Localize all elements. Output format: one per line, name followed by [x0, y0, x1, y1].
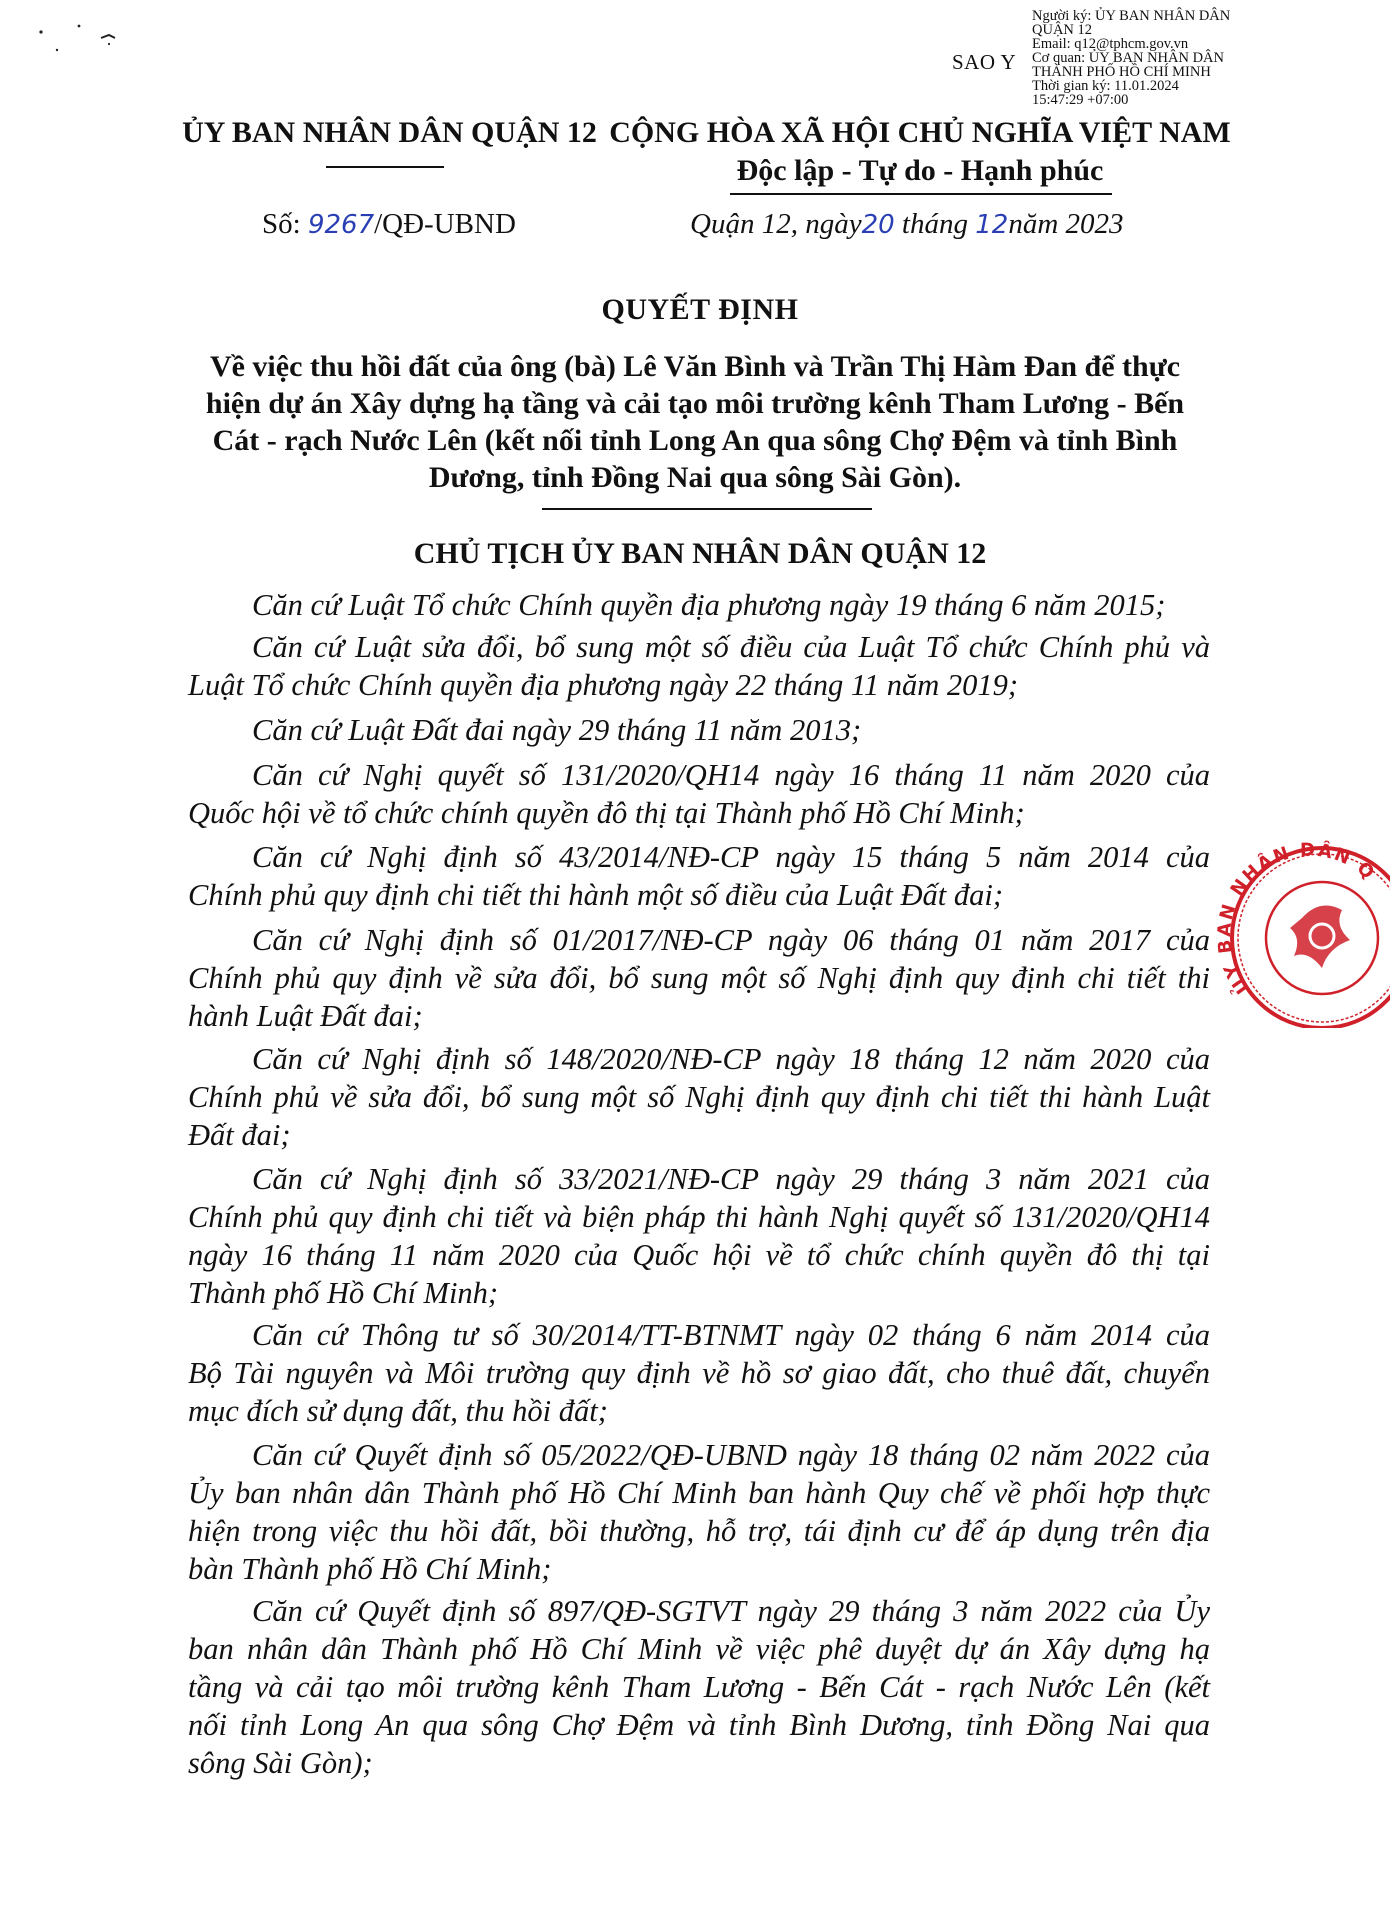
basis-line: Căn cứ Nghị định số 01/2017/NĐ-CP ngày 06 tháng 01 năm 2017 của	[252, 923, 1210, 957]
basis-line: hiện trong việc thu hồi đất, bồi thường, hỗ trợ, tái định cư để áp dụng trên địa	[188, 1514, 1210, 1548]
document-number-suffix: /QĐ-UBND	[374, 208, 516, 240]
document-title: QUYẾT ĐỊNH	[601, 293, 799, 326]
basis-line: Thành phố Hồ Chí Minh;	[188, 1276, 499, 1310]
subject-line: Cát - rạch Nước Lên (kết nối tỉnh Long An qua sông Chợ Đệm và tỉnh Bình	[212, 424, 1178, 457]
document-number-prefix: Số:	[262, 208, 308, 240]
document-number-handwritten: 9267	[307, 210, 375, 240]
basis-line: ban nhân dân Thành phố Hồ Chí Minh về việc phê duyệt dự án Xây dựng hạ	[188, 1632, 1210, 1666]
date-month-label: tháng	[894, 208, 976, 240]
subject-underline	[542, 508, 872, 510]
basis-line: Chính phủ quy định chi tiết thi hành một số điều của Luật Đất đai;	[188, 878, 1003, 912]
subject-line: Dương, tỉnh Đồng Nai qua sông Sài Gòn).	[428, 461, 962, 494]
basis-line: Đất đai;	[188, 1118, 291, 1152]
date-day-handwritten: 20	[861, 210, 895, 240]
date-place: Quận 12, ngày	[690, 208, 862, 240]
basis-line: Căn cứ Nghị định số 33/2021/NĐ-CP ngày 29 tháng 3 năm 2021 của	[252, 1162, 1210, 1196]
basis-line: mục đích sử dụng đất, thu hồi đất;	[188, 1394, 608, 1428]
signature-line: QUẬN 12	[1032, 22, 1093, 38]
seal-text: ỦY BAN NHÂN DÂN Q	[1213, 839, 1380, 998]
date-year: năm 2023	[1008, 208, 1124, 240]
signature-line: 15:47:29 +07:00	[1032, 92, 1129, 108]
basis-line: Căn cứ Nghị định số 43/2014/NĐ-CP ngày 15 tháng 5 năm 2014 của	[252, 840, 1210, 874]
signature-line: THÀNH PHỐ HỒ CHÍ MINH	[1032, 64, 1211, 80]
basis-line: sông Sài Gòn);	[188, 1746, 373, 1780]
basis-line: Chính phủ quy định về sửa đổi, bổ sung một số Nghị định quy định chi tiết thi	[188, 961, 1210, 995]
basis-line: ngày 16 tháng 11 năm 2020 của Quốc hội về tổ chức chính quyền đô thị tại	[188, 1238, 1210, 1272]
basis-line: hành Luật Đất đai;	[188, 999, 423, 1033]
basis-line: tầng và cải tạo môi trường kênh Tham Lương - Bến Cát - rạch Nước Lên (kết	[188, 1670, 1210, 1704]
basis-line: Chính phủ quy định chi tiết và biện pháp thi hành Nghị quyết số 131/2020/QH14	[188, 1200, 1210, 1234]
motto-underline	[730, 193, 1112, 195]
scan-speck-marks	[35, 20, 135, 60]
basis-line: Căn cứ Nghị quyết số 131/2020/QH14 ngày 16 tháng 11 năm 2020 của	[252, 758, 1210, 792]
issuer-name: ỦY BAN NHÂN DÂN QUẬN 12	[182, 116, 597, 149]
basis-line: Căn cứ Luật Tổ chức Chính quyền địa phương ngày 19 tháng 6 năm 2015;	[252, 588, 1166, 622]
basis-line: Căn cứ Quyết định số 897/QĐ-SGTVT ngày 29 tháng 3 năm 2022 của Ủy	[252, 1594, 1210, 1628]
subject-line: Về việc thu hồi đất của ông (bà) Lê Văn Bình và Trần Thị Hàm Đan để thực	[209, 350, 1181, 383]
basis-line: Luật Tổ chức Chính quyền địa phương ngày 22 tháng 11 năm 2019;	[188, 668, 1019, 702]
date-month-handwritten: 12	[975, 210, 1009, 240]
official-seal-stamp	[1210, 838, 1390, 1028]
issue-date	[690, 208, 1124, 241]
basis-line: Căn cứ Nghị định số 148/2020/NĐ-CP ngày 18 tháng 12 năm 2020 của	[252, 1042, 1210, 1076]
nation-motto: Độc lập - Tự do - Hạnh phúc	[736, 154, 1104, 187]
document-number	[262, 208, 516, 241]
copy-mark: SAO Y	[952, 50, 1017, 74]
basis-line: Chính phủ về sửa đổi, bổ sung một số Nghị định quy định chi tiết thi hành Luật	[188, 1080, 1210, 1114]
authority-title: CHỦ TỊCH ỦY BAN NHÂN DÂN QUẬN 12	[413, 537, 987, 570]
basis-line: bàn Thành phố Hồ Chí Minh;	[188, 1552, 552, 1586]
basis-line: Ủy ban nhân dân Thành phố Hồ Chí Minh ban hành Quy chế về phối hợp thực	[188, 1476, 1210, 1510]
basis-line: nối tỉnh Long An qua sông Chợ Đệm và tỉnh Bình Dương, tỉnh Đồng Nai qua	[188, 1708, 1210, 1742]
basis-line: Bộ Tài nguyên và Môi trường quy định về hồ sơ giao đất, cho thuê đất, chuyển	[188, 1356, 1210, 1390]
signature-line: Người ký: ỦY BAN NHÂN DÂN	[1032, 8, 1231, 24]
signature-line: Thời gian ký: 11.01.2024	[1032, 78, 1179, 94]
signature-line: Email: q12@tphcm.gov.vn	[1032, 36, 1189, 52]
basis-line: Căn cứ Luật sửa đổi, bổ sung một số điều của Luật Tổ chức Chính phủ và	[252, 630, 1210, 664]
subject-line: hiện dự án Xây dựng hạ tầng và cải tạo môi trường kênh Tham Lương - Bến	[205, 387, 1185, 420]
signature-line: Cơ quan: ỦY BAN NHÂN DÂN	[1032, 50, 1224, 66]
basis-line: Căn cứ Thông tư số 30/2014/TT-BTNMT ngày 02 tháng 6 năm 2014 của	[252, 1318, 1210, 1352]
basis-line: Căn cứ Luật Đất đai ngày 29 tháng 11 năm 2013;	[252, 713, 862, 747]
digital-signature-block	[1032, 9, 1322, 107]
basis-line: Căn cứ Quyết định số 05/2022/QĐ-UBND ngày 18 tháng 02 năm 2022 của	[252, 1438, 1210, 1472]
nation-title: CỘNG HÒA XÃ HỘI CHỦ NGHĨA VIỆT NAM	[609, 116, 1231, 149]
basis-line: Quốc hội về tổ chức chính quyền đô thị tại Thành phố Hồ Chí Minh;	[188, 796, 1025, 830]
issuer-underline	[326, 166, 444, 168]
